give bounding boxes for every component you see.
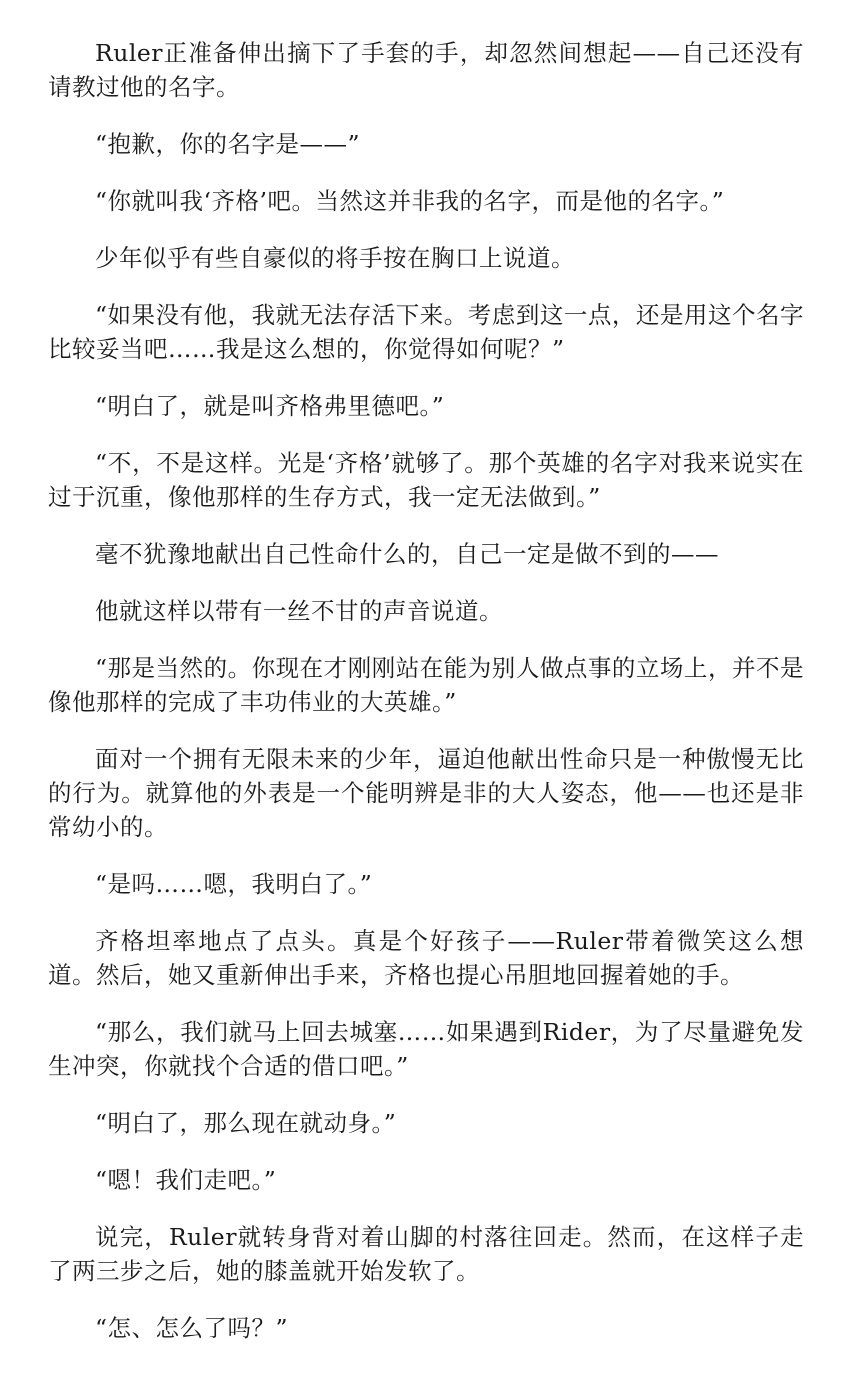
paragraph-17: 说完，Ruler就转身背对着山脚的村落往回走。然而，在这样子走了两三步之后，她的膝盖就开始发软了。 [48,1223,804,1285]
paragraph-15: “明白了，那么现在就动身。” [95,1109,397,1137]
paragraph-9: 他就这样以带有一丝不甘的声音说道。 [95,597,503,625]
paragraph-18: “怎、怎么了吗？” [95,1314,289,1342]
paragraph-1: Ruler正准备伸出摘下了手套的手，却忽然间想起——自己还没有请教过他的名字。 [48,39,804,101]
paragraph-13: 齐格坦率地点了点头。真是个好孩子——Ruler带着微笑这么想道。然后，她又重新伸出手来，齐格也提心吊胆地回握着她的手。 [48,927,804,989]
paragraph-10: “那是当然的。你现在才刚刚站在能为别人做点事的立场上，并不是像他那样的完成了丰功伟业的大英雄。” [48,654,804,716]
paragraph-5: “如果没有他，我就无法存活下来。考虑到这一点，还是用这个名字比较妥当吧……我是这么想的，你觉得如何呢？” [48,301,804,363]
paragraph-4: 少年似乎有些自豪似的将手按在胸口上说道。 [95,244,575,272]
paragraph-14: “那么，我们就马上回去城塞……如果遇到Rider，为了尽量避免发生冲突，你就找个合适的借口吧。” [48,1018,804,1080]
paragraph-8: 毫不犹豫地献出自己性命什么的，自己一定是做不到的—— [95,540,719,568]
paragraph-11: 面对一个拥有无限未来的少年，逼迫他献出性命只是一种傲慢无比的行为。就算他的外表是一个能明辨是非的大人姿态，他——也还是非常幼小的。 [48,745,804,841]
paragraph-7: “不，不是这样。光是‘齐格’就够了。那个英雄的名字对我来说实在过于沉重，像他那样的生存方式，我一定无法做到。” [48,449,804,511]
paragraph-16: “嗯！我们走吧。” [95,1166,277,1194]
paragraph-2: “抱歉，你的名字是——” [95,130,361,158]
paragraph-6: “明白了，就是叫齐格弗里德吧。” [95,392,445,420]
paragraph-12: “是吗……嗯，我明白了。” [95,870,373,898]
paragraph-3: “你就叫我‘齐格’吧。当然这并非我的名字，而是他的名字。” [95,187,725,215]
